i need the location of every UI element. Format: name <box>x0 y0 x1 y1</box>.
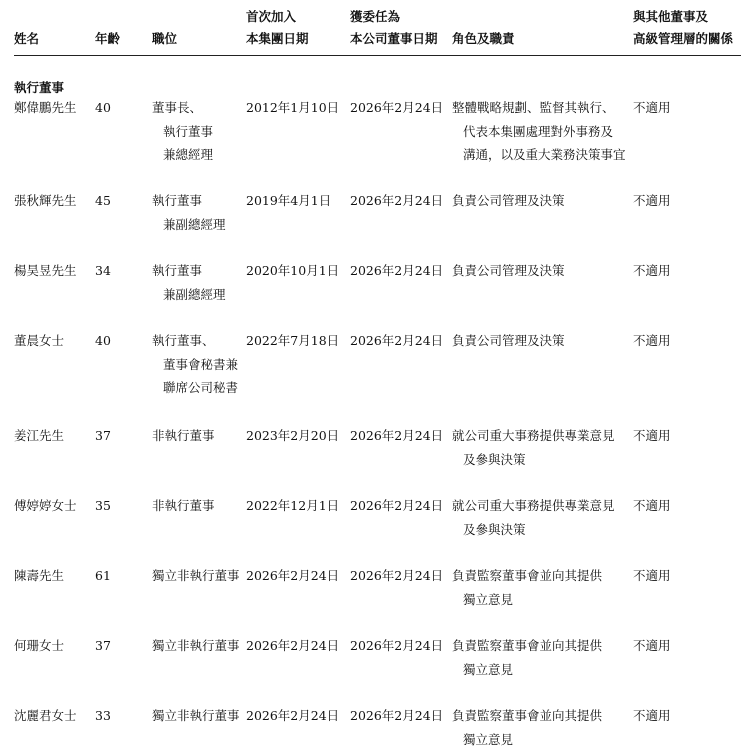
relationship: 不適用 <box>633 494 671 518</box>
relationship: 不適用 <box>633 634 671 658</box>
role-line: 負責監察董事會並向其提供 <box>452 704 602 728</box>
header-age: 年齡 <box>95 28 120 50</box>
join-date: 2026年2月24日 <box>246 564 339 588</box>
role-line: 溝通，以及重大業務決策事宜 <box>452 143 626 167</box>
director-position <box>152 494 215 518</box>
role-line: 負責公司管理及決策 <box>452 329 565 353</box>
director-name: 沈麗君女士 <box>14 704 77 728</box>
director-age: 40 <box>95 329 111 353</box>
director-name: 董晨女士 <box>14 329 64 353</box>
director-name: 楊昊昱先生 <box>14 259 77 283</box>
role-line: 負責監察董事會並向其提供 <box>452 564 602 588</box>
relationship: 不適用 <box>633 96 671 120</box>
director-role <box>452 704 602 751</box>
role-line: 獨立意見 <box>452 588 602 612</box>
header-name: 姓名 <box>14 28 39 50</box>
role-line: 代表本集團處理對外事務及 <box>452 120 626 144</box>
director-age: 33 <box>95 704 111 728</box>
role-line: 負責公司管理及決策 <box>452 259 565 283</box>
director-position <box>152 329 238 400</box>
join-date: 2022年12月1日 <box>246 494 339 518</box>
director-role <box>452 96 626 167</box>
appointment-date: 2026年2月24日 <box>350 96 443 120</box>
director-name: 何珊女士 <box>14 634 64 658</box>
appointment-date: 2026年2月24日 <box>350 634 443 658</box>
director-name: 張秋輝先生 <box>14 189 77 213</box>
position-line: 獨立非執行董事 <box>152 704 240 728</box>
director-name: 傅婷婷女士 <box>14 494 77 518</box>
join-date: 2019年4月1日 <box>246 189 331 213</box>
director-role <box>452 259 565 283</box>
director-role <box>452 329 565 353</box>
appointment-date: 2026年2月24日 <box>350 259 443 283</box>
director-age: 40 <box>95 96 111 120</box>
director-position <box>152 259 226 306</box>
director-role <box>452 564 602 611</box>
director-age: 37 <box>95 424 111 448</box>
role-line: 負責監察董事會並向其提供 <box>452 634 602 658</box>
appointment-date: 2026年2月24日 <box>350 424 443 448</box>
position-line: 兼總經理 <box>152 143 213 167</box>
relationship: 不適用 <box>633 259 671 283</box>
role-line: 及參與決策 <box>452 448 615 472</box>
header-join-date: 首次加入 本集團日期 <box>246 6 309 50</box>
relationship: 不適用 <box>633 704 671 728</box>
section-executive-directors: 執行董事 <box>14 78 64 96</box>
position-line: 非執行董事 <box>152 424 215 448</box>
role-line: 負責公司管理及決策 <box>452 189 565 213</box>
director-position <box>152 634 240 658</box>
position-line: 兼副總經理 <box>152 283 226 307</box>
director-position <box>152 189 226 236</box>
relationship: 不適用 <box>633 424 671 448</box>
director-name: 陳壽先生 <box>14 564 64 588</box>
join-date: 2023年2月20日 <box>246 424 339 448</box>
appointment-date: 2026年2月24日 <box>350 704 443 728</box>
director-position <box>152 424 215 448</box>
position-line: 聯席公司秘書 <box>152 376 238 400</box>
position-line: 執行董事 <box>152 259 226 283</box>
director-age: 34 <box>95 259 111 283</box>
appointment-date: 2026年2月24日 <box>350 564 443 588</box>
position-line: 董事會秘書兼 <box>152 353 238 377</box>
director-role <box>452 424 615 471</box>
join-date: 2026年2月24日 <box>246 634 339 658</box>
role-line: 獨立意見 <box>452 658 602 682</box>
join-date: 2012年1月10日 <box>246 96 339 120</box>
header-position: 職位 <box>152 28 177 50</box>
director-role <box>452 189 565 213</box>
director-position <box>152 564 240 588</box>
relationship: 不適用 <box>633 329 671 353</box>
position-line: 董事長、 <box>152 96 213 120</box>
header-role: 角色及職責 <box>452 28 515 50</box>
position-line: 獨立非執行董事 <box>152 634 240 658</box>
director-position <box>152 704 240 728</box>
director-age: 37 <box>95 634 111 658</box>
director-name: 鄭偉鵬先生 <box>14 96 77 120</box>
position-line: 執行董事、 <box>152 329 238 353</box>
relationship: 不適用 <box>633 564 671 588</box>
position-line: 執行董事 <box>152 189 226 213</box>
role-line: 就公司重大事務提供專業意見 <box>452 424 615 448</box>
position-line: 非執行董事 <box>152 494 215 518</box>
header-appointment-date: 獲委任為 本公司董事日期 <box>350 6 438 50</box>
role-line: 獨立意見 <box>452 728 602 751</box>
header-divider <box>14 55 741 56</box>
join-date: 2022年7月18日 <box>246 329 339 353</box>
director-role <box>452 634 602 681</box>
director-age: 61 <box>95 564 111 588</box>
director-age: 35 <box>95 494 111 518</box>
role-line: 及參與決策 <box>452 518 615 542</box>
position-line: 執行董事 <box>152 120 213 144</box>
director-position <box>152 96 213 167</box>
join-date: 2020年10月1日 <box>246 259 339 283</box>
appointment-date: 2026年2月24日 <box>350 189 443 213</box>
director-role <box>452 494 615 541</box>
appointment-date: 2026年2月24日 <box>350 494 443 518</box>
position-line: 獨立非執行董事 <box>152 564 240 588</box>
join-date: 2026年2月24日 <box>246 704 339 728</box>
relationship: 不適用 <box>633 189 671 213</box>
director-name: 姜江先生 <box>14 424 64 448</box>
role-line: 就公司重大事務提供專業意見 <box>452 494 615 518</box>
position-line: 兼副總經理 <box>152 213 226 237</box>
header-relationship: 與其他董事及 高級管理層的關係 <box>633 6 733 50</box>
appointment-date: 2026年2月24日 <box>350 329 443 353</box>
role-line: 整體戰略規劃、監督其執行、 <box>452 96 626 120</box>
director-age: 45 <box>95 189 111 213</box>
